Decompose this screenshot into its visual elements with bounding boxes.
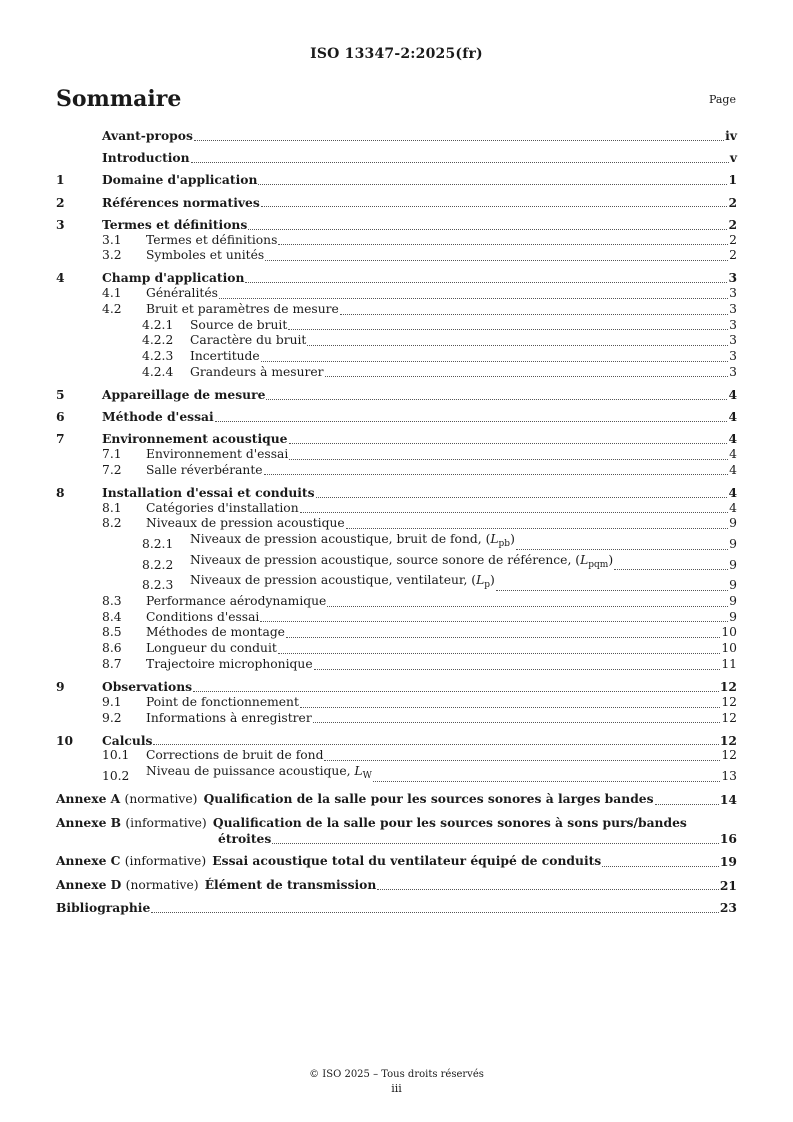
toc-entry-number: 1 — [56, 172, 65, 188]
dot-leader — [261, 361, 728, 362]
symbol-subscript: pb — [498, 538, 511, 549]
toc-entry-label — [146, 516, 345, 532]
toc-entry-label — [102, 195, 260, 211]
toc-entry-text: Salle réverbérante — [146, 462, 263, 477]
symbol-subscript: W — [362, 771, 372, 782]
annex-title: Essai acoustique total du ventilateur équipé de conduits — [212, 853, 602, 869]
toc-entry-page: iv — [725, 128, 737, 143]
toc-entry-label — [102, 128, 193, 144]
toc-entry-label — [102, 409, 214, 425]
toc-entry-label — [146, 641, 277, 657]
dot-leader — [248, 229, 727, 230]
dot-leader — [266, 399, 727, 400]
dot-leader — [191, 162, 729, 163]
toc-entry-text: Environnement d'essai — [146, 446, 289, 461]
toc-entry-label — [146, 501, 299, 517]
toc-entry-page: 19 — [719, 854, 737, 870]
toc-entry-text: Caractère du bruit — [190, 333, 307, 348]
dot-leader — [655, 804, 719, 805]
toc-entry-s6[interactable] — [56, 409, 737, 425]
toc-entry-text: Niveaux de pression acoustique, source sonore de référence, ( — [190, 552, 581, 567]
toc-entry-s2[interactable] — [56, 195, 737, 211]
toc-entry-text: Domaine d'application — [102, 172, 258, 188]
toc-entry-s1[interactable] — [56, 172, 737, 188]
toc-entry-label — [102, 679, 192, 695]
toc-entry-number: 4.2.1 — [142, 317, 174, 332]
toc-entry-page: 9 — [729, 594, 737, 609]
toc-entry-s8-4[interactable] — [56, 610, 737, 626]
toc-entry-s10-1[interactable] — [56, 748, 737, 764]
annex-label — [56, 853, 601, 870]
symbol-suffix: ) — [608, 552, 614, 567]
toc-entry-page: 3 — [729, 348, 737, 363]
toc-entry-page: 2 — [728, 194, 737, 210]
dot-leader — [300, 707, 720, 708]
symbol-variable: L — [580, 552, 589, 567]
annex-line-2 — [56, 831, 737, 847]
dot-leader — [264, 474, 729, 475]
annex-label — [56, 815, 687, 830]
toc-entry-label — [102, 172, 257, 188]
toc-entry-avant-propos[interactable] — [56, 128, 737, 144]
toc-entry-s8-2[interactable] — [56, 516, 737, 532]
annex-name: Annexe A — [56, 791, 121, 807]
toc-entry-page: 4 — [729, 500, 737, 515]
toc-entry-text: Champ d'application — [102, 270, 245, 286]
toc-entry-page: 11 — [721, 656, 737, 671]
toc-entry-page: 9 — [729, 536, 737, 551]
toc-entry-text: Installation d'essai et conduits — [102, 484, 315, 500]
toc-entry-label — [102, 431, 288, 447]
toc-entry-annex-c[interactable] — [56, 853, 737, 870]
toc-entry-label — [102, 217, 247, 233]
toc-entry-number: 7.2 — [102, 462, 122, 477]
dot-leader — [278, 244, 728, 245]
toc-entry-s4-2-4[interactable] — [56, 365, 737, 381]
toc-entry-page: 9 — [729, 557, 737, 572]
toc-entry-number: 3.2 — [102, 248, 122, 263]
dot-leader — [219, 298, 728, 299]
toc-entry-number: 4.1 — [102, 286, 122, 301]
dot-leader — [288, 329, 728, 330]
toc-entry-s4-2-2[interactable] — [56, 333, 737, 349]
toc-entry-text: Niveaux de pression acoustique, ventilateur, ( — [190, 573, 477, 588]
dot-leader — [215, 421, 728, 422]
toc-entry-label — [190, 333, 306, 349]
dot-leader — [316, 497, 728, 498]
toc-entry-text: Introduction — [102, 150, 190, 166]
annex-label — [56, 791, 654, 808]
toc-entry-page: 3 — [729, 286, 737, 301]
dot-leader — [346, 528, 728, 529]
toc-entry-label — [146, 711, 312, 727]
toc-entry-page: 2 — [728, 216, 737, 232]
dot-leader — [340, 314, 728, 315]
toc-entry-number: 6 — [56, 409, 65, 425]
toc-entry-text: Niveaux de pression acoustique, bruit de fond, ( — [190, 531, 491, 546]
dot-leader — [289, 459, 728, 460]
symbol-subscript: pqm — [588, 559, 609, 570]
toc-entry-number: 7.1 — [102, 446, 122, 461]
toc-entry-s4-2-1[interactable] — [56, 318, 737, 334]
symbol-variable: L — [476, 573, 485, 588]
toc-entry-page: 3 — [729, 317, 737, 332]
symbol-variable: L — [490, 531, 499, 546]
dot-leader — [194, 140, 724, 141]
toc-entry-page: 4 — [729, 446, 737, 461]
toc-entry-page: 9 — [729, 609, 737, 624]
dot-leader — [516, 549, 728, 550]
toc-entry-s8[interactable] — [56, 485, 737, 501]
toc-entry-page: 4 — [728, 431, 737, 447]
annex-title: Élément de transmission — [204, 876, 377, 892]
toc-entry-page: 3 — [729, 333, 737, 348]
toc-entry-label — [146, 695, 299, 711]
toc-entry-bibliography[interactable] — [56, 900, 737, 916]
toc-entry-number: 9 — [56, 679, 65, 695]
toc-entry-page: 12 — [721, 748, 737, 763]
toc-entry-s4[interactable] — [56, 270, 737, 286]
page-number: iii — [391, 1082, 402, 1095]
annex-title-continued: étroites — [218, 831, 272, 847]
toc-entry-s4-2-3[interactable] — [56, 349, 737, 365]
toc-entry-page: 12 — [721, 710, 737, 725]
dot-leader — [300, 512, 729, 513]
toc-entry-label — [146, 610, 259, 626]
toc-entry-page: 10 — [721, 625, 737, 640]
dot-leader — [602, 866, 719, 867]
toc-entry-page: 3 — [729, 301, 737, 316]
dot-leader — [324, 760, 720, 761]
toc-entry-text: Observations — [102, 679, 193, 695]
toc-entry-page: v — [729, 150, 737, 166]
toc-entry-text: Trajectoire microphonique — [146, 656, 313, 671]
toc-entry-number: 4.2.2 — [142, 333, 174, 348]
toc-entry-page: 2 — [729, 248, 737, 263]
toc-entry-label — [146, 463, 263, 479]
toc-entry-s9-2[interactable] — [56, 711, 737, 727]
annex-label — [56, 877, 376, 894]
toc-entry-page: 10 — [721, 641, 737, 656]
toc-entry-number: 8.2.1 — [142, 536, 174, 551]
toc-entry-s7-1[interactable] — [56, 447, 737, 463]
dot-leader — [327, 606, 728, 607]
dot-leader — [272, 843, 719, 844]
dot-leader — [261, 206, 728, 207]
toc-entry-text: Performance aérodynamique — [146, 594, 327, 609]
toc-entry-s9-1[interactable] — [56, 695, 737, 711]
toc-entry-label — [146, 594, 326, 610]
toc-entry-page: 14 — [719, 792, 737, 808]
toc-entry-number: 10 — [56, 732, 74, 748]
toc-entry-s8-7[interactable] — [56, 657, 737, 673]
copyright-notice: © ISO 2025 – Tous droits réservés — [309, 1069, 484, 1080]
dot-leader — [325, 376, 729, 377]
toc-entry-text: Corrections de bruit de fond — [146, 748, 324, 763]
toc-entry-s4-2[interactable] — [56, 302, 737, 318]
toc-entry-number: 8.7 — [102, 656, 122, 671]
toc-entry-text: Termes et définitions — [102, 216, 248, 232]
toc-entry-number: 8.2 — [102, 516, 122, 531]
toc-entry-text: Termes et définitions — [146, 232, 278, 247]
dot-leader — [496, 590, 728, 591]
toc-entry-number: 10.2 — [102, 769, 130, 784]
toc-entry-label — [146, 657, 313, 673]
toc-entry-label: Bibliographie — [56, 899, 151, 915]
toc-entry-text: Méthodes de montage — [146, 625, 285, 640]
toc-entry-text: Méthode d'essai — [102, 409, 214, 425]
dot-leader — [289, 443, 728, 444]
dot-leader — [278, 653, 721, 654]
table-of-contents — [56, 128, 737, 916]
toc-entry-page: 12 — [721, 694, 737, 709]
toc-entry-s5[interactable] — [56, 387, 737, 403]
toc-entry-page: 3 — [729, 364, 737, 379]
dot-leader — [313, 722, 721, 723]
toc-entry-number: 8.3 — [102, 594, 122, 609]
toc-entry-number: 2 — [56, 194, 65, 210]
toc-entry-s8-2-3[interactable] — [56, 573, 737, 594]
toc-entry-label — [190, 365, 324, 381]
toc-entry-annex-a[interactable] — [56, 791, 737, 808]
toc-entry-s3-1[interactable] — [56, 233, 737, 249]
toc-entry-number: 3 — [56, 216, 65, 232]
toc-entry-annex-b[interactable] — [56, 815, 737, 847]
toc-entry-number: 5 — [56, 386, 65, 402]
toc-entry-page: 4 — [728, 484, 737, 500]
toc-entry-text: Environnement acoustique — [102, 431, 288, 447]
toc-entry-s3[interactable] — [56, 217, 737, 233]
toc-entry-s8-3[interactable] — [56, 594, 737, 610]
toc-entry-s8-1[interactable] — [56, 501, 737, 517]
toc-entry-s10[interactable] — [56, 733, 737, 749]
toc-entry-number: 4 — [56, 270, 65, 286]
toc-entry-page: 13 — [721, 769, 737, 784]
toc-entry-s7[interactable] — [56, 431, 737, 447]
toc-entry-text: Incertitude — [190, 348, 260, 363]
toc-entry-page: 1 — [728, 172, 737, 188]
toc-entry-s10-2[interactable] — [56, 764, 737, 785]
toc-entry-label — [146, 748, 323, 764]
toc-entry-number: 8.4 — [102, 609, 122, 624]
symbol-suffix: ) — [510, 531, 515, 546]
toc-entry-number: 8.5 — [102, 625, 122, 640]
toc-entry-s3-2[interactable] — [56, 248, 737, 264]
annex-title: Qualification de la salle pour les sources sonores à sons purs/bandes — [212, 814, 687, 830]
toc-entry-s7-2[interactable] — [56, 463, 737, 479]
toc-entry-page: 2 — [729, 232, 737, 247]
toc-entry-page: 16 — [719, 831, 737, 847]
dot-leader — [245, 282, 727, 283]
dot-leader — [258, 184, 727, 185]
annex-kind: (informative) — [124, 854, 207, 869]
page-footer — [0, 1068, 793, 1096]
toc-entry-label — [146, 302, 339, 318]
toc-entry-page: 4 — [728, 409, 737, 425]
toc-entry-number: 8.1 — [102, 500, 122, 515]
toc-entry-label — [102, 270, 244, 286]
dot-leader — [373, 781, 720, 782]
toc-entry-number: 4.2.4 — [142, 364, 174, 379]
dot-leader — [614, 569, 728, 570]
toc-entry-number: 4.2.3 — [142, 348, 174, 363]
dot-leader — [314, 669, 721, 670]
toc-entry-number: 9.2 — [102, 710, 122, 725]
toc-entry-text: Informations à enregistrer — [146, 710, 312, 725]
toc-entry-label — [190, 532, 515, 553]
toc-entry-text: Longueur du conduit — [146, 641, 277, 656]
toc-entry-text: Appareillage de mesure — [102, 386, 266, 402]
toc-entry-label — [146, 764, 372, 785]
toc-entry-s8-2-2[interactable] — [56, 553, 737, 574]
toc-entry-text: Avant-propos — [102, 128, 193, 143]
annex-line-1 — [56, 815, 737, 832]
dot-leader — [260, 621, 728, 622]
toc-entry-label — [146, 286, 218, 302]
symbol-suffix: ) — [490, 573, 495, 588]
toc-entry-text: Bruit et paramètres de mesure — [146, 301, 339, 316]
dot-leader — [151, 912, 719, 913]
toc-entry-page: 3 — [728, 270, 737, 286]
toc-entry-s8-2-1[interactable] — [56, 532, 737, 553]
toc-entry-page: 21 — [719, 877, 737, 893]
toc-entry-label — [102, 387, 265, 403]
dot-leader — [153, 744, 718, 745]
toc-entry-label — [102, 150, 190, 166]
symbol-subscript: p — [484, 580, 490, 591]
annex-kind: (normative) — [125, 877, 199, 892]
toc-entry-number: 8.6 — [102, 641, 122, 656]
toc-entry-label — [190, 318, 287, 334]
toc-entry-text: Conditions d'essai — [146, 609, 260, 624]
toc-entry-page: 23 — [719, 899, 737, 915]
document-header: ISO 13347-2:2025(fr) — [310, 46, 483, 62]
toc-entry-text: Catégories d'installation — [146, 500, 299, 515]
dot-leader — [377, 889, 719, 890]
toc-entry-page: 9 — [729, 516, 737, 531]
toc-entry-number: 4.2 — [102, 301, 122, 316]
toc-entry-number: 3.1 — [102, 232, 122, 247]
toc-entry-number: 7 — [56, 431, 65, 447]
annex-title: Qualification de la salle pour les sources sonores à larges bandes — [203, 791, 654, 807]
symbol-variable: L — [354, 764, 363, 779]
toc-entry-label — [146, 248, 264, 264]
toc-entry-number: 8.2.2 — [142, 557, 174, 572]
annex-name: Annexe B — [56, 814, 122, 830]
toc-entry-page: 12 — [719, 732, 737, 748]
toc-entry-text: Niveaux de pression acoustique — [146, 516, 345, 531]
page-column-label: Page — [708, 93, 736, 106]
page-title: Sommaire — [56, 86, 182, 112]
toc-entry-label — [146, 625, 285, 641]
toc-entry-label — [190, 573, 495, 594]
dot-leader — [307, 345, 728, 346]
toc-entry-text: Symboles et unités — [146, 248, 265, 263]
toc-entry-introduction[interactable] — [56, 150, 737, 166]
annex-kind: (normative) — [124, 792, 198, 807]
toc-entry-label — [190, 553, 613, 574]
toc-entry-s8-5[interactable] — [56, 625, 737, 641]
toc-entry-label — [146, 233, 277, 249]
toc-entry-s4-1[interactable] — [56, 286, 737, 302]
dot-leader — [193, 691, 719, 692]
toc-entry-text: Grandeurs à mesurer — [190, 364, 324, 379]
toc-entry-text: Généralités — [146, 286, 218, 301]
toc-entry-page: 12 — [719, 679, 737, 695]
toc-entry-s9[interactable] — [56, 679, 737, 695]
toc-entry-number: 8 — [56, 484, 65, 500]
toc-entry-s8-6[interactable] — [56, 641, 737, 657]
toc-entry-annex-d[interactable] — [56, 877, 737, 894]
toc-entry-label — [146, 447, 288, 463]
dot-leader — [286, 637, 720, 638]
toc-entry-page: 4 — [728, 386, 737, 402]
toc-entry-number: 9.1 — [102, 694, 122, 709]
toc-entry-text: Calculs — [102, 732, 153, 748]
annex-name: Annexe D — [56, 876, 122, 892]
toc-entry-page: 4 — [729, 462, 737, 477]
toc-entry-label — [102, 485, 315, 501]
toc-entry-number: 8.2.3 — [142, 578, 174, 593]
toc-entry-text: Source de bruit — [190, 317, 288, 332]
annex-kind: (informative) — [125, 815, 207, 830]
annex-name: Annexe C — [56, 853, 121, 869]
dot-leader — [265, 260, 728, 261]
toc-entry-text: Niveau de puissance acoustique, — [146, 764, 355, 779]
toc-entry-text: Point de fonctionnement — [146, 694, 299, 709]
toc-entry-page: 9 — [729, 578, 737, 593]
toc-entry-text: Références normatives — [102, 194, 260, 210]
toc-entry-label — [102, 733, 152, 749]
toc-entry-label — [190, 349, 260, 365]
toc-entry-number: 10.1 — [102, 748, 130, 763]
